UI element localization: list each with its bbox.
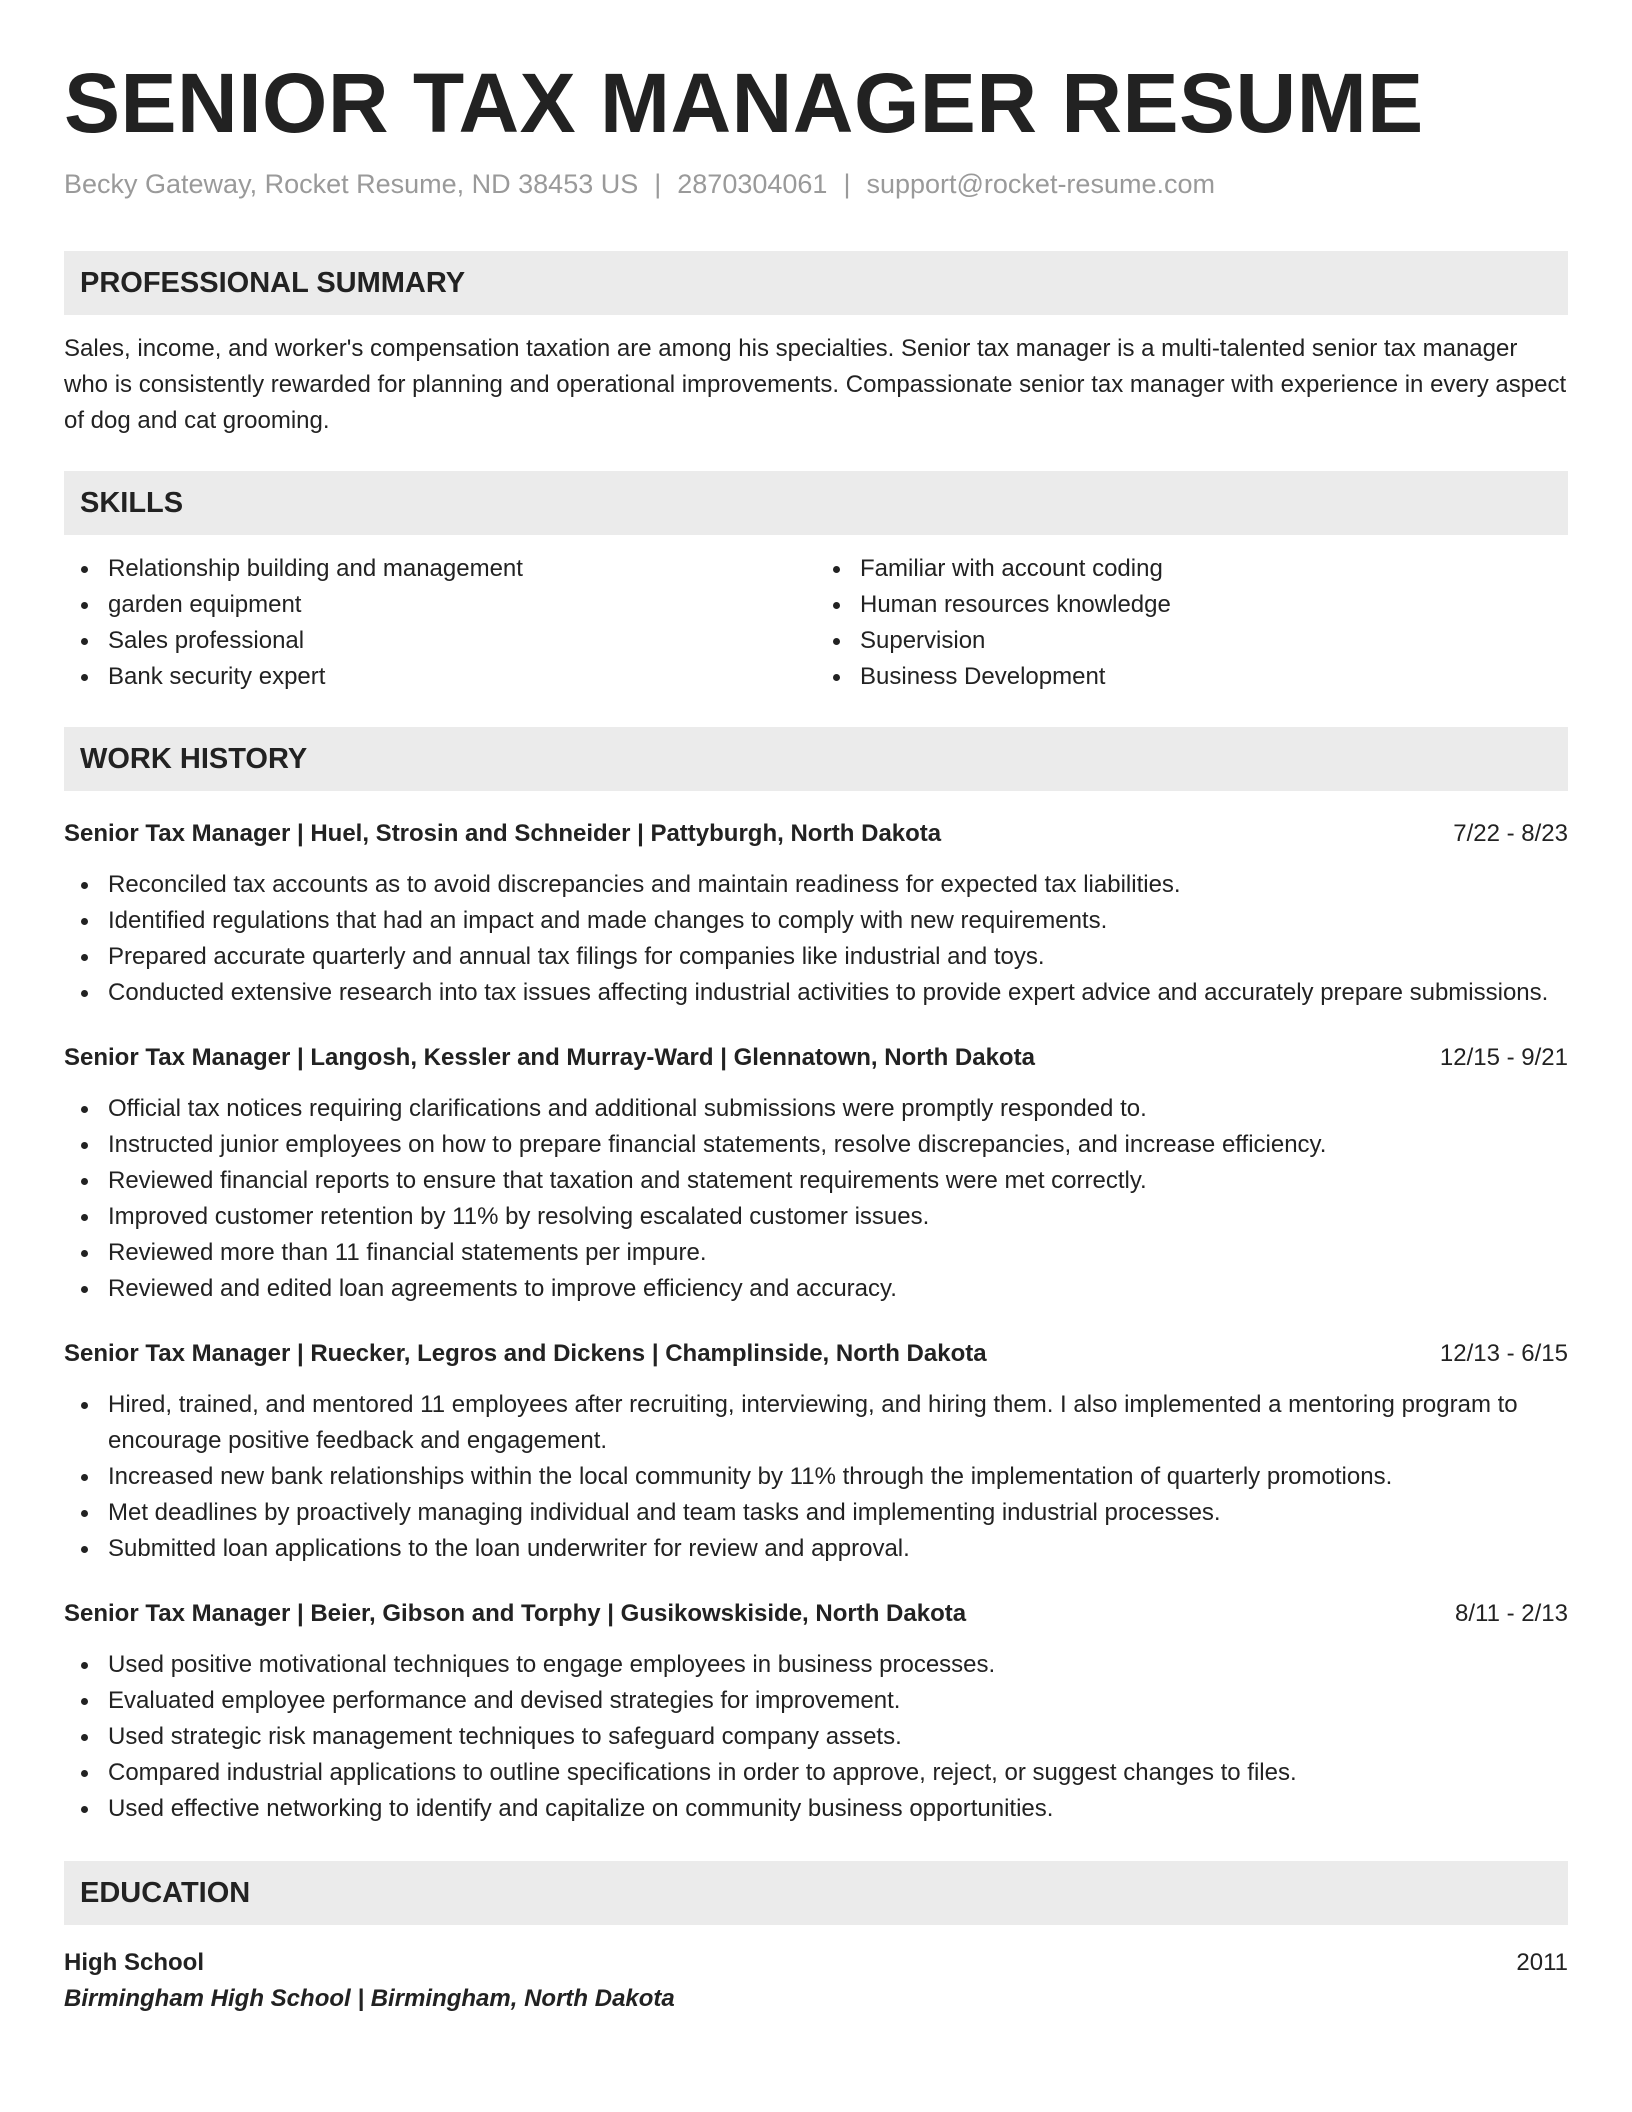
job-header bbox=[64, 817, 1568, 851]
job-title: Senior Tax Manager | Beier, Gibson and Torphy | Gusikowskiside, North Dakota bbox=[64, 1600, 967, 1627]
skill-item: Business Development bbox=[860, 659, 1568, 695]
job-bullet: Official tax notices requiring clarifications and additional submissions were promptly responded to. bbox=[108, 1091, 1568, 1127]
section-heading: SKILLS bbox=[64, 471, 1568, 535]
job-bullet: Reconciled tax accounts as to avoid discrepancies and maintain readiness for expected tax liabilities. bbox=[108, 867, 1568, 903]
section-heading: WORK HISTORY bbox=[64, 727, 1568, 791]
contact-separator: | bbox=[843, 169, 851, 199]
job-title: Senior Tax Manager | Ruecker, Legros and Dickens | Champlinside, North Dakota bbox=[64, 1340, 987, 1367]
contact-phone: 2870304061 bbox=[677, 169, 828, 199]
job-dates: 12/13 - 6/15 bbox=[1439, 1340, 1568, 1367]
contact-address: Becky Gateway, Rocket Resume, ND 38453 US bbox=[64, 169, 639, 199]
job-bullet: Met deadlines by proactively managing individual and team tasks and implementing industrial processes. bbox=[108, 1495, 1568, 1531]
job-header bbox=[64, 1337, 1568, 1371]
skill-item: Sales professional bbox=[108, 623, 816, 659]
job-bullet: Used positive motivational techniques to engage employees in business processes. bbox=[108, 1647, 1568, 1683]
skills-section bbox=[64, 471, 1568, 695]
education-header bbox=[64, 1945, 1568, 1981]
education-degree: High School bbox=[64, 1949, 204, 1976]
job-bullets bbox=[64, 1647, 1568, 1827]
summary-text: Sales, income, and worker's compensation taxation are among his specialties. Senior tax manager is a multi-talented senior tax manager who is consistently rewarded for planning and operational improvements. Compassionate senior tax manager with experience in every aspect of dog and cat grooming. bbox=[64, 335, 1567, 434]
page-title: SENIOR TAX MANAGER RESUME bbox=[64, 56, 1424, 150]
skill-item: garden equipment bbox=[108, 587, 816, 623]
job-bullet: Reviewed and edited loan agreements to improve efficiency and accuracy. bbox=[108, 1271, 1568, 1307]
job-dates: 8/11 - 2/13 bbox=[1455, 1600, 1568, 1627]
skill-item: Supervision bbox=[860, 623, 1568, 659]
job-bullet: Used effective networking to identify and capitalize on community business opportunities. bbox=[108, 1791, 1568, 1827]
job-bullet: Submitted loan applications to the loan underwriter for review and approval. bbox=[108, 1531, 1568, 1567]
job-header bbox=[64, 1041, 1568, 1075]
section-heading: PROFESSIONAL SUMMARY bbox=[64, 251, 1568, 315]
job-entry bbox=[64, 817, 1568, 1011]
job-bullet: Compared industrial applications to outline specifications in order to approve, reject, or suggest changes to files. bbox=[108, 1755, 1568, 1791]
job-title: Senior Tax Manager | Langosh, Kessler and Murray-Ward | Glennatown, North Dakota bbox=[64, 1044, 1035, 1071]
skill-item: Familiar with account coding bbox=[860, 551, 1568, 587]
professional-summary-section bbox=[64, 251, 1568, 439]
job-entry bbox=[64, 1337, 1568, 1567]
job-bullet: Instructed junior employees on how to prepare financial statements, resolve discrepancies, and increase efficiency. bbox=[108, 1127, 1568, 1163]
skill-item: Relationship building and management bbox=[108, 551, 816, 587]
job-bullets bbox=[64, 1091, 1568, 1307]
job-bullet: Reviewed financial reports to ensure that taxation and statement requirements were met correctly. bbox=[108, 1163, 1568, 1199]
education-year: 2011 bbox=[1516, 1949, 1568, 1976]
job-bullet: Increased new bank relationships within the local community by 11% through the implementation of quarterly promotions. bbox=[108, 1459, 1568, 1495]
skill-item: Bank security expert bbox=[108, 659, 816, 695]
job-header bbox=[64, 1597, 1568, 1631]
education-school: Birmingham High School | Birmingham, North Dakota bbox=[64, 1985, 675, 2012]
skills-column-left bbox=[64, 551, 816, 695]
contact-email: support@rocket-resume.com bbox=[866, 169, 1215, 199]
job-bullet: Prepared accurate quarterly and annual tax filings for companies like industrial and toys. bbox=[108, 939, 1568, 975]
skill-item: Human resources knowledge bbox=[860, 587, 1568, 623]
job-bullets bbox=[64, 867, 1568, 1011]
education-section bbox=[64, 1861, 1568, 2017]
job-title: Senior Tax Manager | Huel, Strosin and Schneider | Pattyburgh, North Dakota bbox=[64, 820, 942, 847]
job-bullet: Improved customer retention by 11% by resolving escalated customer issues. bbox=[108, 1199, 1568, 1235]
job-entry bbox=[64, 1597, 1568, 1827]
job-bullet: Evaluated employee performance and devised strategies for improvement. bbox=[108, 1683, 1568, 1719]
contact-line bbox=[64, 167, 1568, 201]
job-bullet: Hired, trained, and mentored 11 employees after recruiting, interviewing, and hiring them. I also implemented a mentoring program to encourage positive feedback and engagement. bbox=[108, 1387, 1568, 1459]
job-bullet: Used strategic risk management techniques to safeguard company assets. bbox=[108, 1719, 1568, 1755]
job-bullet: Reviewed more than 11 financial statements per impure. bbox=[108, 1235, 1568, 1271]
skills-grid bbox=[64, 551, 1568, 695]
job-bullet: Identified regulations that had an impact and made changes to comply with new requirements. bbox=[108, 903, 1568, 939]
contact-separator: | bbox=[654, 169, 662, 199]
job-bullet: Conducted extensive research into tax issues affecting industrial activities to provide expert advice and accurately prepare submissions. bbox=[108, 975, 1568, 1011]
skills-column-right bbox=[816, 551, 1568, 695]
job-dates: 7/22 - 8/23 bbox=[1453, 820, 1568, 847]
job-entry bbox=[64, 1041, 1568, 1307]
job-dates: 12/15 - 9/21 bbox=[1439, 1044, 1568, 1071]
job-bullets bbox=[64, 1387, 1568, 1567]
work-history-section bbox=[64, 727, 1568, 1827]
section-heading: EDUCATION bbox=[64, 1861, 1568, 1925]
